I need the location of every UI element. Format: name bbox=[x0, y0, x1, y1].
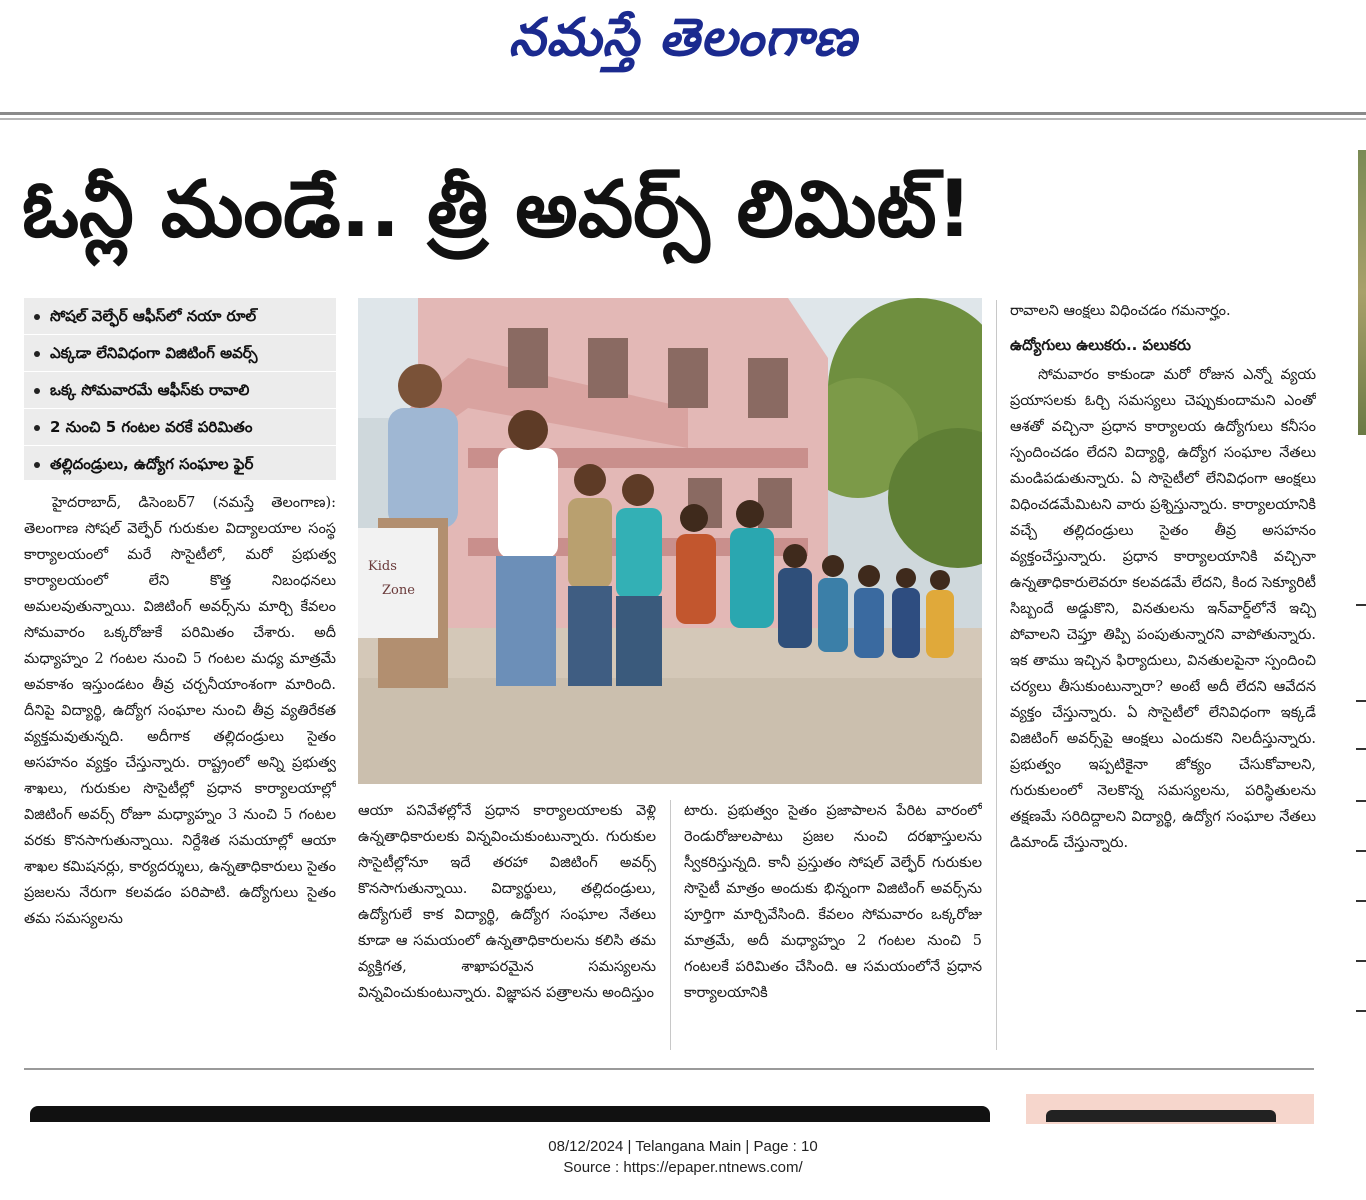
article-paragraph: టారు. ప్రభుత్వం సైతం ప్రజాపాలన పేరిట వారంలో రెండురోజులపాటు ప్రజల నుంచి దరఖాస్తులను స్వీకరిస్తున్నది. కానీ ప్రస్తుతం సోషల్ వెల్ఫేర్ గురుకుల సొసైటీ మాత్రం అందుకు భిన్నంగా విజిటింగ్ అవర్స్‌ను పూర్తిగా మార్చివేసింది. కేవలం సోమవారం ఒక్కరోజు మాత్రమే, అదీ మధ్యాహ్నం 2 గంటల నుంచి 5 గంటలకే పరిమితం చేసింది. ఆ సమయంలోనే ప్రధాన కార్యాలయానికి bbox=[684, 803, 982, 1001]
article-column-3 bbox=[684, 798, 982, 1054]
next-article-box-heading-cropped bbox=[1046, 1110, 1276, 1122]
page-footer bbox=[0, 1136, 1366, 1178]
bullet-icon bbox=[34, 425, 40, 431]
highlight-item: 2 నుంచి 5 గంటల వరకే పరిమితం bbox=[24, 409, 336, 445]
next-headline-cropped bbox=[30, 1106, 990, 1122]
bullet-icon bbox=[34, 388, 40, 394]
article-paragraph: రావాలని ఆంక్షలు విధించడం గమనార్హం. bbox=[1010, 303, 1231, 319]
masthead-rule-thin bbox=[0, 118, 1366, 120]
article-subheading: ఉద్యోగులు ఉలుకరు.. పలుకరు bbox=[1010, 336, 1191, 354]
article-column-2 bbox=[358, 798, 656, 1054]
svg-text:Kids: Kids bbox=[368, 559, 397, 574]
article-paragraph: సోమవారం కాకుండా మరో రోజున ఎన్నో వ్యయ ప్రయాసలకు ఓర్చి సమస్యలు చెప్పుకుందామని ఎంతో ఆశతో వచ్చినా ప్రధాన కార్యాలయ ఉద్యోగులు కనీసం స్పందించడం లేదని విద్యార్థి, ఉద్యోగ సంఘాల నేతలు మండిపడుతున్నారు. ఏ సొసైటీలో లేనివిధంగా ఆంక్షలు విధించడమేమిటని వారు ప్రశ్నిస్తున్నారు. కార్యాలయానికి వచ్చే తల్లిదండ్రులు సైతం తీవ్ర అసహనం వ్యక్తంచేస్తున్నారు. ప్రధాన కార్యాలయానికి వచ్చినా ఉన్నతాధికారులెవరూ కలవడమే లేదని, కింద సెక్యూరిటీ సిబ్బందే అడ్డుకొని, వినతులను ఇన్‌వార్డ్‌లోనే ఇచ్చి పోవాలని చెప్తూ తిప్పి పంపుతున్నారని వాపోతున్నారు. ఇక తాము ఇచ్చిన ఫిర్యాదులు, వినతులపైనా స్పందించి చర్యలు తీసుకుంటున్నారా? అంటే అదీ లేదని ఆవేదన వ్యక్తం చేస్తున్నారు. ఏ సొసైటీలో లేనివిధంగా ఇక్కడే విజిటింగ్ అవర్స్‌పై ఆంక్షలు ఎందుకని నిలదీస్తున్నారు. ప్రభుత్వం ఇప్పటికైనా జోక్యం చేసుకోవాలని, గురుకులంలో నెలకొన్న సమస్యలను, పరిస్థితులను తక్షణమే సరిదిద్దాలని విద్యార్థి, ఉద్యోగ సంఘాల నేతలు డిమాండ్ చేస్తున్నారు. bbox=[1010, 367, 1316, 851]
column-divider bbox=[996, 300, 997, 1050]
highlight-item: ఎక్కడా లేనివిధంగా విజిటింగ్ అవర్స్ bbox=[24, 335, 336, 371]
masthead bbox=[0, 0, 1366, 100]
masthead-rule bbox=[0, 112, 1366, 115]
highlights-box bbox=[24, 298, 336, 480]
column-divider bbox=[670, 800, 671, 1050]
headline: ఓన్లీ మండే.. త్రీ అవర్స్ లిమిట్! bbox=[22, 165, 973, 255]
highlight-item: తల్లిదండ్రులు, ఉద్యోగ సంఘాల ఫైర్ bbox=[24, 446, 336, 482]
edition-info: 08/12/2024 | Telangana Main | Page : 10 bbox=[548, 1138, 818, 1155]
bullet-icon bbox=[34, 462, 40, 468]
source-link[interactable]: Source : https://epaper.ntnews.com/ bbox=[563, 1159, 803, 1176]
highlight-item: సోషల్ వెల్ఫేర్ ఆఫీస్‌లో నయా రూల్ bbox=[24, 298, 336, 334]
article-photo bbox=[358, 298, 982, 784]
article-divider bbox=[24, 1068, 1314, 1070]
masthead-logo: నమస్తే తెలంగాణ bbox=[508, 8, 858, 68]
highlight-item: ఒక్క సోమవారమే ఆఫీస్‌కు రావాలి bbox=[24, 372, 336, 408]
article-column-1 bbox=[24, 490, 336, 1050]
bullet-icon bbox=[34, 314, 40, 320]
article-column-4 bbox=[1010, 298, 1316, 1054]
adjacent-article-photo bbox=[1358, 150, 1366, 435]
students-walking-photo bbox=[358, 298, 982, 784]
article-paragraph: ఆయా పనివేళల్లోనే ప్రధాన కార్యాలయాలకు వెళ్లి ఉన్నతాధికారులకు విన్నవించుకుంటున్నారు. గురుకుల సొసైటీల్లోనూ ఇదే తరహా విజిటింగ్ అవర్స్ కొనసాగుతున్నాయి. విద్యార్థులు, తల్లిదండ్రులు, ఉద్యోగులే కాక విద్యార్థి, ఉద్యోగ సంఘాల నేతలు కూడా ఆ సమయంలో ఉన్నతాధికారులను కలిసి తమ వ్యక్తిగత, శాఖాపరమైన సమస్యలను విన్నవించుకుంటున్నారు. విజ్ఞాపన పత్రాలను అందిస్తుం bbox=[358, 803, 656, 1001]
article-paragraph: హైదరాబాద్, డిసెంబర్7 (నమస్తే తెలంగాణ): తెలంగాణ సోషల్ వెల్ఫేర్ గురుకుల విద్యాలయాల సంస్థ కార్యాలయంలో మరే సొసైటీలో, మరో ప్రభుత్వ కార్యాలయంలో లేని కొత్త నిబంధనలు అమలవుతున్నాయి. విజిటింగ్ అవర్స్‌ను మార్చి కేవలం సోమవారం ఒక్కరోజుకే పరిమితం చేశారు. అదీ మధ్యాహ్నం 2 గంటల నుంచి 5 గంటల మధ్య మాత్రమే అవకాశం ఇస్తుండటం తీవ్ర చర్చనీయాంశంగా మారింది. దీనిపై విద్యార్థి, ఉద్యోగ సంఘాల నుంచి తీవ్ర వ్యతిరేకత వ్యక్తమవుతున్నది. అదీగాక తల్లిదండ్రులు సైతం అసహనం వ్యక్తం చేస్తున్నారు. రాష్ట్రంలో అన్ని ప్రభుత్వ శాఖలు, గురుకుల సొసైటీల్లో ప్రధాన కార్యాలయాల్లో విజిటింగ్ అవర్స్ రోజూ మధ్యాహ్నం 3 నుంచి 5 గంటల వరకు కొనసాగుతున్నాయి. నిర్దేశిత సమయాల్లో ఆయా శాఖల కమిషనర్లు, కార్యదర్శులు, ఉన్నతాధికారులు సైతం ప్రజలను నేరుగా కలవడం పరిపాటి. ఉద్యోగులు సైతం తమ సమస్యలను bbox=[24, 495, 336, 927]
bullet-icon bbox=[34, 351, 40, 357]
svg-text:Zone: Zone bbox=[382, 583, 415, 598]
